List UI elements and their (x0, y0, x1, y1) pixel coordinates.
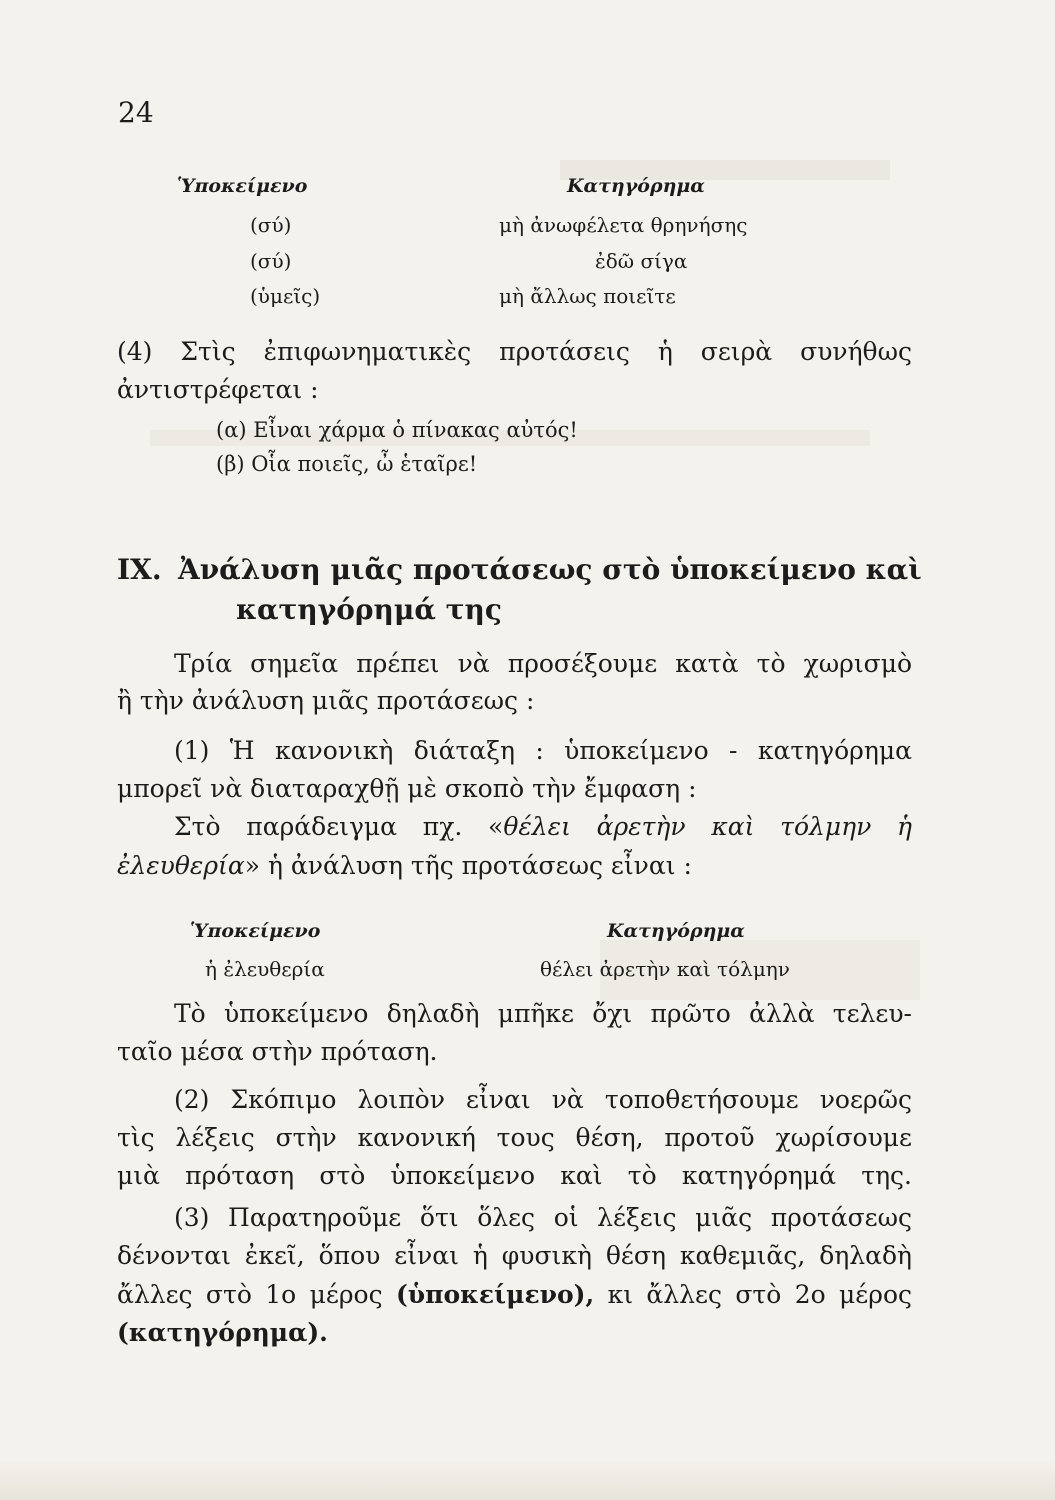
table-cell: μὴ ἀνωφέλετα θρηνήσης (499, 213, 748, 237)
example-line: (β) Οἷα ποιεῖς, ὦ ἑταῖρε! (216, 452, 478, 476)
example-line: (α) Εἶναι χάρμα ὁ πίνακας αὐτός! (216, 418, 578, 442)
bold-term: (κατηγόρημα). (117, 1318, 328, 1347)
table-header-subject: Ὑποκείμενο (190, 920, 321, 942)
paragraph-line: ἀντιστρέφεται : (117, 375, 319, 404)
section-title: κατηγόρημά της (236, 593, 502, 626)
table-header-predicate: Κατηγόρημα (567, 175, 705, 197)
paragraph-line (117, 1280, 912, 1309)
table-header-predicate: Κατηγόρημα (607, 920, 745, 942)
paragraph-line: Τρία σημεῖα πρέπει νὰ προσέξουμε κατὰ τὸ χωρισμὸ (174, 649, 912, 678)
paragraph-line: (1) Ἡ κανονικὴ διάταξη : ὑποκείμενο - κατηγόρημα (174, 736, 912, 765)
page-number: 24 (118, 96, 154, 129)
paragraph-line: (3) Παρατηροῦμε ὅτι ὅλες οἱ λέξεις μιᾶς προτάσεως (174, 1203, 912, 1232)
paragraph-line: (4) Στὶς ἐπιφωνηματικὲς προτάσεις ἡ σειρὰ συνήθως (117, 337, 912, 366)
table-cell: (σύ) (250, 249, 292, 273)
table-cell: (ὑμεῖς) (250, 284, 321, 308)
paragraph-line: ταῖο μέσα στὴν πρόταση. (117, 1037, 438, 1066)
paragraph-line: μπορεῖ νὰ διαταραχθῇ μὲ σκοπὸ τὴν ἔμφαση : (117, 774, 697, 803)
paragraph-line: ἢ τὴν ἀνάλυση μιᾶς προτάσεως : (117, 686, 535, 715)
paragraph-line (117, 851, 692, 880)
table-cell: (σύ) (250, 213, 292, 237)
table-cell: μὴ ἄλλως ποιεῖτε (499, 284, 676, 308)
paragraph-line (174, 812, 912, 841)
table-cell: ἐδῶ σίγα (595, 249, 688, 273)
page-bottom-edge (0, 1460, 1055, 1500)
section-title: Ἀνάλυση μιᾶς προτάσεως στὸ ὑποκείμενο καὶ (178, 553, 922, 586)
paragraph-line: τὶς λέξεις στὴν κανονική τους θέση, προτοῦ χωρίσουμε (117, 1123, 912, 1152)
paragraph-line: (2) Σκόπιμο λοιπὸν εἶναι νὰ τοποθετήσουμε νοερῶς (174, 1085, 912, 1114)
paragraph-line: Τὸ ὑποκείμενο δηλαδὴ μπῆκε ὄχι πρῶτο ἀλλὰ τελευ- (174, 999, 912, 1028)
italic-quote: ἐλευθερία (117, 851, 245, 880)
text-span: Στὸ παράδειγμα πχ. « (174, 812, 504, 841)
paragraph-line: δένονται ἐκεῖ, ὅπου εἶναι ἡ φυσικὴ θέση καθεμιᾶς, δηλαδὴ (117, 1241, 912, 1270)
text-span: » ἡ ἀνάλυση τῆς προτάσεως εἶναι : (244, 851, 692, 880)
section-number: IX. (117, 553, 162, 586)
paragraph-line: μιὰ πρόταση στὸ ὑποκείμενο καὶ τὸ κατηγόρημά της. (117, 1161, 912, 1190)
italic-quote: θέλει ἀρετὴν καὶ τόλμην ἡ (503, 812, 912, 841)
table-cell: ἡ ἐλευθερία (205, 957, 325, 981)
paragraph-line (117, 1318, 328, 1347)
text-span: κι ἄλλες στὸ 2ο μέρος (594, 1280, 912, 1309)
table-cell: θέλει ἀρετὴν καὶ τόλμην (540, 957, 790, 981)
bold-term: (ὑποκείμενο), (395, 1280, 595, 1309)
table-header-subject: Ὑποκείμενο (177, 175, 308, 197)
text-span: ἄλλες στὸ 1ο μέρος (117, 1280, 396, 1309)
